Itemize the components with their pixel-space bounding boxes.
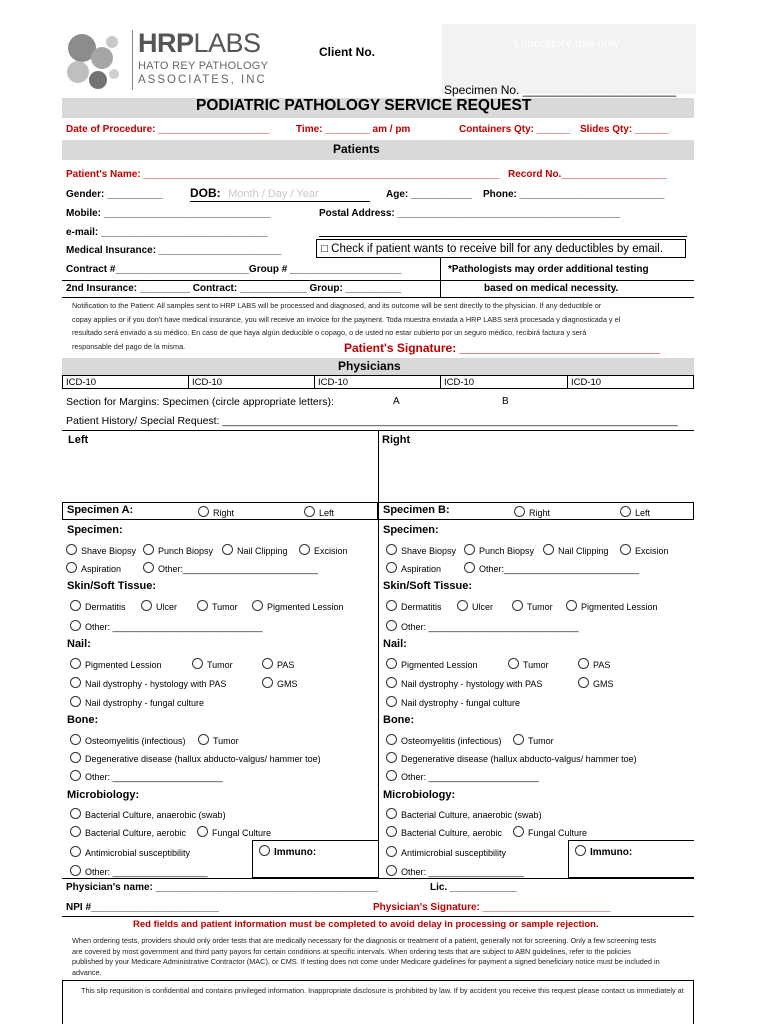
logo-brand-light: LABS xyxy=(193,28,261,58)
physician-name-field[interactable]: Physician's name: ________________________________________ xyxy=(66,882,379,893)
specimen-b-right-radio[interactable]: Right xyxy=(514,506,550,518)
microbiology-label: Microbiology: xyxy=(383,789,456,801)
shave-biopsy-radio[interactable]: Shave Biopsy xyxy=(386,544,456,556)
nail-dystrophy-pas-radio[interactable]: Nail dystrophy - hystology with PAS xyxy=(70,677,226,689)
icd-10-field[interactable]: ICD-10 xyxy=(318,377,349,388)
other-bone-field[interactable]: Other: ______________________ xyxy=(386,770,539,782)
specimen-b-left-radio[interactable]: Left xyxy=(620,506,650,518)
ulcer-radio[interactable]: Ulcer xyxy=(457,600,493,612)
bone-label: Bone: xyxy=(383,714,415,726)
date-of-procedure-field[interactable]: Date of Procedure: ____________________ xyxy=(66,124,270,135)
patient-signature-field[interactable]: Patient's Signature: ______________________________ xyxy=(344,341,660,355)
pas-radio[interactable]: PAS xyxy=(262,658,294,670)
physicians-section-header: Physicians xyxy=(338,359,401,373)
second-insurance-field[interactable]: 2nd Insurance: _________ Contract: ____________ Group: __________ xyxy=(66,283,402,294)
logo-mark-icon xyxy=(64,28,124,92)
specimen-a-right-radio[interactable]: Right xyxy=(198,506,234,518)
icd-10-field[interactable]: ICD-10 xyxy=(66,377,97,388)
punch-biopsy-radio[interactable]: Punch Biopsy xyxy=(143,544,213,556)
nail-pigmented-lesion-radio[interactable]: Pigmented Lession xyxy=(70,658,162,670)
shave-biopsy-radio[interactable]: Shave Biopsy xyxy=(66,544,136,556)
email-field[interactable]: e-mail: ______________________________ xyxy=(66,227,268,238)
aspiration-radio[interactable]: Aspiration xyxy=(386,562,441,574)
other-bone-field[interactable]: Other: ______________________ xyxy=(70,770,223,782)
fungal-culture-radio[interactable]: Fungal Culture xyxy=(513,826,587,838)
nail-label: Nail: xyxy=(67,638,91,650)
notification-line: copay applies or if you don't have medical insurance, you will receive an invoice for the payment. Toda muestra enviada a HRP LABS será procesada y diagnosticada y el xyxy=(72,314,621,324)
bacterial-anaerobic-radio[interactable]: Bacterial Culture, anaerobic (swab) xyxy=(386,808,542,820)
nail-pigmented-lesion-radio[interactable]: Pigmented Lession xyxy=(386,658,478,670)
logo-line1: HATO REY PATHOLOGY xyxy=(138,60,269,72)
specimen-b-title: Specimen B: xyxy=(383,504,450,516)
bill-email-checkbox[interactable]: □ Check if patient wants to receive bill for any deductibles by email. xyxy=(316,239,686,258)
bacterial-aerobic-radio[interactable]: Bacterial Culture, aerobic xyxy=(70,826,186,838)
patient-history-field[interactable]: Patient History/ Special Request: ______________________________________________________________________________ xyxy=(66,415,678,427)
pas-radio[interactable]: PAS xyxy=(578,658,610,670)
nail-dystrophy-pas-radio[interactable]: Nail dystrophy - hystology with PAS xyxy=(386,677,542,689)
icd-10-field[interactable]: ICD-10 xyxy=(444,377,475,388)
punch-biopsy-radio[interactable]: Punch Biopsy xyxy=(464,544,534,556)
ordering-line: are covered by most government and third party payors for certain conditions at specific intervals. When ordering tests that are subject to ABN guidelines, refer to the policies xyxy=(72,946,631,956)
bone-tumor-radio[interactable]: Tumor xyxy=(198,734,239,746)
ordering-line: advance. xyxy=(72,967,102,977)
pathologists-note: *Pathologists may order additional testing xyxy=(448,264,649,275)
left-foot-label: Left xyxy=(68,434,89,446)
notification-line: responsable del pago de la misma. xyxy=(72,341,186,351)
aspiration-radio[interactable]: Aspiration xyxy=(66,562,121,574)
degenerative-disease-radio[interactable]: Degenerative disease (hallux abducto-valgus/ hammer toe) xyxy=(70,752,321,764)
immuno-box-b[interactable] xyxy=(568,840,694,878)
nail-clipping-radio[interactable]: Nail Clipping xyxy=(222,544,288,556)
skin-soft-tissue-label: Skin/Soft Tissue: xyxy=(383,580,473,592)
specimen-a-specimen-label: Specimen: xyxy=(67,524,123,536)
contract-group-field[interactable]: Contract #________________________Group # ____________________ xyxy=(66,264,402,275)
excision-radio[interactable]: Excision xyxy=(299,544,348,556)
phone-field[interactable]: Phone: __________________________ xyxy=(483,189,665,200)
notification-line: resultado será enviado a su médico. En caso de que haya algún deducible o copago, o de usted no estar cubierto por un seguro médico, recibirá factura y será xyxy=(72,328,587,337)
npi-field[interactable]: NPI #_______________________ xyxy=(66,902,219,913)
slides-qty-field[interactable]: Slides Qty: ______ xyxy=(580,124,669,135)
antimicrobial-radio[interactable]: Antimicrobial susceptibility xyxy=(70,846,190,858)
dob-placeholder: Month / Day / Year xyxy=(228,188,319,200)
antimicrobial-radio[interactable]: Antimicrobial susceptibility xyxy=(386,846,506,858)
time-field[interactable]: Time: ________ am / pm xyxy=(296,124,411,135)
microbiology-label: Microbiology: xyxy=(67,789,140,801)
nail-tumor-radio[interactable]: Tumor xyxy=(192,658,233,670)
bacterial-anaerobic-radio[interactable]: Bacterial Culture, anaerobic (swab) xyxy=(70,808,226,820)
degenerative-disease-radio[interactable]: Degenerative disease (hallux abducto-valgus/ hammer toe) xyxy=(386,752,637,764)
nail-tumor-radio[interactable]: Tumor xyxy=(508,658,549,670)
other-micro-field[interactable]: Other: ___________________ xyxy=(386,865,524,877)
osteomyelitis-radio[interactable]: Osteomyelitis (infectious) xyxy=(386,734,502,746)
skin-soft-tissue-label: Skin/Soft Tissue: xyxy=(67,580,157,592)
pigmented-lesion-radio[interactable]: Pigmented Lession xyxy=(566,600,658,612)
postal-address-field[interactable]: Postal Address: ________________________________________ xyxy=(319,208,621,219)
ordering-guidelines xyxy=(72,936,660,978)
nail-label: Nail: xyxy=(383,638,407,650)
required-fields-note: Red fields and patient information must be completed to avoid delay in processing or sample rejection. xyxy=(133,919,599,930)
containers-qty-field[interactable]: Containers Qty: ______ xyxy=(459,124,571,135)
nail-dystrophy-fungal-radio[interactable]: Nail dystrophy - fungal culture xyxy=(70,696,204,708)
bone-tumor-radio[interactable]: Tumor xyxy=(513,734,554,746)
ordering-line: published by your Medicare Administrative Contractor (MAC), or CMS. If testing does not come under Medicare guidelines for payment a signed beneficiary notice must be included in xyxy=(72,957,660,966)
icd-10-field[interactable]: ICD-10 xyxy=(571,377,602,388)
notification-line: Notification to the Patient: All samples sent to HRP LABS will be processed and diagnosed, and its outcome will be sent directly to the physician. If any deductible or xyxy=(72,301,602,310)
patient-name-field[interactable]: Patient's Name: ________________________________________________________________ xyxy=(66,169,500,180)
immuno-label: Immuno: xyxy=(274,847,317,858)
patients-section-header: Patients xyxy=(333,142,380,156)
gms-radio[interactable]: GMS xyxy=(262,677,298,689)
license-field[interactable]: Lic. ____________ xyxy=(430,882,517,893)
logo-brand-bold: HRP xyxy=(138,28,194,58)
dob-label: DOB: xyxy=(190,186,221,200)
margin-b-option[interactable]: B xyxy=(502,396,509,407)
margins-label: Section for Margins: Specimen (circle appropriate letters): xyxy=(66,396,334,408)
ordering-line: When ordering tests, providers should only order tests that are medically necessary for the diagnosis or treatment of a patient, generally not for screening. Only a few screening tests xyxy=(72,936,657,945)
other-specimen-field[interactable]: Other:___________________________ xyxy=(143,562,318,574)
confidential-notice: This slip requisition is confidential and contains privileged information. Inappropriate disclosure is prohibited by law. If by accident you receive this request please contact us immediately at xyxy=(81,986,684,995)
form-title: PODIATRIC PATHOLOGY SERVICE REQUEST xyxy=(196,97,532,114)
excision-radio[interactable]: Excision xyxy=(620,544,669,556)
margin-a-option[interactable]: A xyxy=(393,396,400,407)
tumor-radio[interactable]: Tumor xyxy=(197,600,238,612)
specimen-no-field[interactable]: Specimen No. _______________________ xyxy=(444,83,677,97)
icd-10-field[interactable]: ICD-10 xyxy=(192,377,223,388)
pigmented-lesion-radio[interactable]: Pigmented Lession xyxy=(252,600,344,612)
record-no-field[interactable]: Record No.___________________ xyxy=(508,169,668,180)
immuno-label: Immuno: xyxy=(590,847,633,858)
right-foot-label: Right xyxy=(382,434,411,446)
mobile-field[interactable]: Mobile: ______________________________ xyxy=(66,208,271,219)
client-no-label: Client No. xyxy=(319,45,375,59)
dob-field[interactable] xyxy=(190,184,380,200)
ulcer-radio[interactable]: Ulcer xyxy=(141,600,177,612)
specimen-a-left-radio[interactable]: Left xyxy=(304,506,334,518)
tumor-radio[interactable]: Tumor xyxy=(512,600,553,612)
bone-label: Bone: xyxy=(67,714,99,726)
medical-insurance-field[interactable]: Medical Insurance: ______________________ xyxy=(66,245,282,256)
logo-line2: ASSOCIATES, INC xyxy=(138,74,267,86)
osteomyelitis-radio[interactable]: Osteomyelitis (infectious) xyxy=(70,734,186,746)
lab-use-label: Laboratory use only xyxy=(514,36,620,50)
fungal-culture-radio[interactable]: Fungal Culture xyxy=(197,826,271,838)
other-micro-field[interactable]: Other: ___________________ xyxy=(70,865,208,877)
physician-signature-field[interactable]: Physician's Signature: _______________________ xyxy=(373,902,611,913)
bacterial-aerobic-radio[interactable]: Bacterial Culture, aerobic xyxy=(386,826,502,838)
specimen-a-title: Specimen A: xyxy=(67,504,134,516)
other-skin-field[interactable]: Other: ______________________________ xyxy=(386,620,579,632)
nail-clipping-radio[interactable]: Nail Clipping xyxy=(543,544,609,556)
logo xyxy=(64,28,269,92)
immuno-box-a[interactable] xyxy=(252,840,378,878)
specimen-a-column xyxy=(0,0,770,1)
medical-necessity-note: based on medical necessity. xyxy=(484,283,619,294)
gms-radio[interactable]: GMS xyxy=(578,677,614,689)
nail-dystrophy-fungal-radio[interactable]: Nail dystrophy - fungal culture xyxy=(386,696,520,708)
other-specimen-field[interactable]: Other:___________________________ xyxy=(464,562,639,574)
dermatitis-radio[interactable]: Dermatitis xyxy=(70,600,126,612)
dermatitis-radio[interactable]: Dermatitis xyxy=(386,600,442,612)
gender-field[interactable]: Gender: __________ xyxy=(66,189,163,200)
specimen-b-specimen-label: Specimen: xyxy=(383,524,439,536)
other-skin-field[interactable]: Other: ______________________________ xyxy=(70,620,263,632)
confidential-box xyxy=(62,980,694,1024)
age-field[interactable]: Age: ___________ xyxy=(386,189,473,200)
